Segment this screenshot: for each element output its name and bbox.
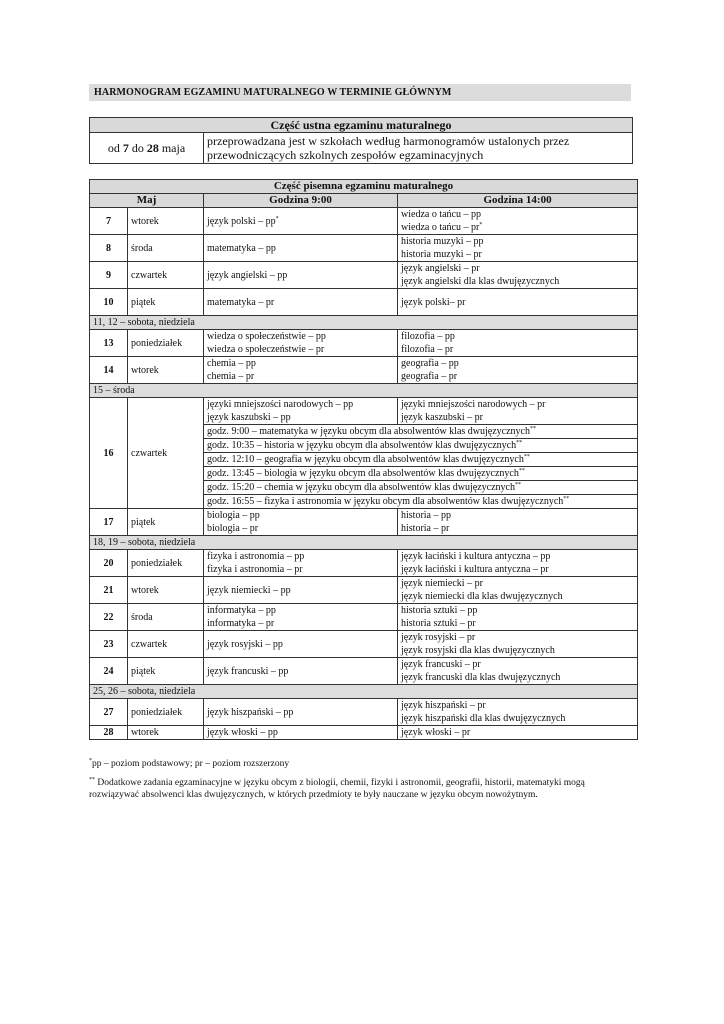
footnote-1: *pp – poziom podstawowy; pr – poziom rozszerzony xyxy=(89,758,290,769)
table-row: 28 wtorek język włoski – pp język włoski – pr xyxy=(90,726,638,740)
page-title: HARMONOGRAM EGZAMINU MATURALNEGO W TERMINIE GŁÓWNYM xyxy=(89,84,631,101)
table-row: 22 środa informatyka – pp informatyka – pr historia sztuki – pp historia sztuki – pr xyxy=(90,604,638,631)
oral-description: przeprowadzana jest w szkołach według harmonogramów ustalonych przez przewodniczących szkolnych zespołów egzaminacyjnych xyxy=(204,133,633,164)
table-row: 13 poniedziałek wiedza o społeczeństwie – pp wiedza o społeczeństwie – pr filozofia – pp filozofia – pr xyxy=(90,330,638,357)
table-row: 24 piątek język francuski – pp język francuski – pr język francuski dla klas dwujęzycznych xyxy=(90,658,638,685)
bilingual-exam: godz. 12:10 – geografia w języku obcym dla absolwentów klas dwujęzycznych** xyxy=(204,453,638,467)
table-row: 9 czwartek język angielski – pp język angielski – pr język angielski dla klas dwujęzycznych xyxy=(90,262,638,289)
col-14: Godzina 14:00 xyxy=(398,194,638,208)
table-row: 23 czwartek język rosyjski – pp język rosyjski – pr język rosyjski dla klas dwujęzycznych xyxy=(90,631,638,658)
table-row: 17 piątek biologia – pp biologia – pr historia – pp historia – pr xyxy=(90,509,638,536)
table-row: 27 poniedziałek język hiszpański – pp język hiszpański – pr język hiszpański dla klas dwujęzycznych xyxy=(90,699,638,726)
bilingual-exam: godz. 13:45 – biologia w języku obcym dla absolwentów klas dwujęzycznych** xyxy=(204,467,638,481)
col-9: Godzina 9:00 xyxy=(204,194,398,208)
table-row: 8 środa matematyka – pp historia muzyki – pp historia muzyki – pr xyxy=(90,235,638,262)
table-row: 16 czwartek języki mniejszości narodowych – pp język kaszubski – pp języki mniejszości narodowych – pr język kaszubski – pr xyxy=(90,398,638,425)
written-exam-table xyxy=(89,179,638,740)
bilingual-exam: godz. 16:55 – fizyka i astronomia w języku obcym dla absolwentów klas dwujęzycznych** xyxy=(204,495,638,509)
bilingual-exam: godz. 10:35 – historia w języku obcym dla absolwentów klas dwujęzycznych** xyxy=(204,439,638,453)
weekend-row: 11, 12 – sobota, niedziela xyxy=(90,316,638,330)
weekend-row: 18, 19 – sobota, niedziela xyxy=(90,536,638,550)
table-row: 14 wtorek chemia – pp chemia – pr geografia – pp geografia – pr xyxy=(90,357,638,384)
bilingual-exam: godz. 9:00 – matematyka w języku obcym dla absolwentów klas dwujęzycznych** xyxy=(204,425,638,439)
oral-header: Część ustna egzaminu maturalnego xyxy=(90,118,633,133)
table-row: 20 poniedziałek fizyka i astronomia – pp fizyka i astronomia – pr język łaciński i kultura antyczna – pp język łaciński i kultura antyczna – pr xyxy=(90,550,638,577)
written-header: Część pisemna egzaminu maturalnego xyxy=(90,180,638,194)
col-month: Maj xyxy=(90,194,204,208)
oral-exam-table xyxy=(89,117,633,164)
weekend-row: 25, 26 – sobota, niedziela xyxy=(90,685,638,699)
oral-period: od 7 do 28 maja xyxy=(90,133,204,164)
weekend-row: 15 – środa xyxy=(90,384,638,398)
table-row: 21 wtorek język niemiecki – pp język niemiecki – pr język niemiecki dla klas dwujęzycznych xyxy=(90,577,638,604)
table-row: 7 wtorek język polski – pp* wiedza o tańcu – pp wiedza o tańcu – pr* xyxy=(90,208,638,235)
footnote-2: ** Dodatkowe zadania egzaminacyjne w języku obcym z biologii, chemii, fizyki i astronomii, geografii, historii, matematyki mogą rozwiązywać absolwenci klas dwujęzycznych, w których przedmioty te były nauczane w języku obcym nowożytnym. xyxy=(89,777,585,800)
table-row: 10 piątek matematyka – pr język polski– pr xyxy=(90,289,638,316)
bilingual-exam: godz. 15:20 – chemia w języku obcym dla absolwentów klas dwujęzycznych** xyxy=(204,481,638,495)
